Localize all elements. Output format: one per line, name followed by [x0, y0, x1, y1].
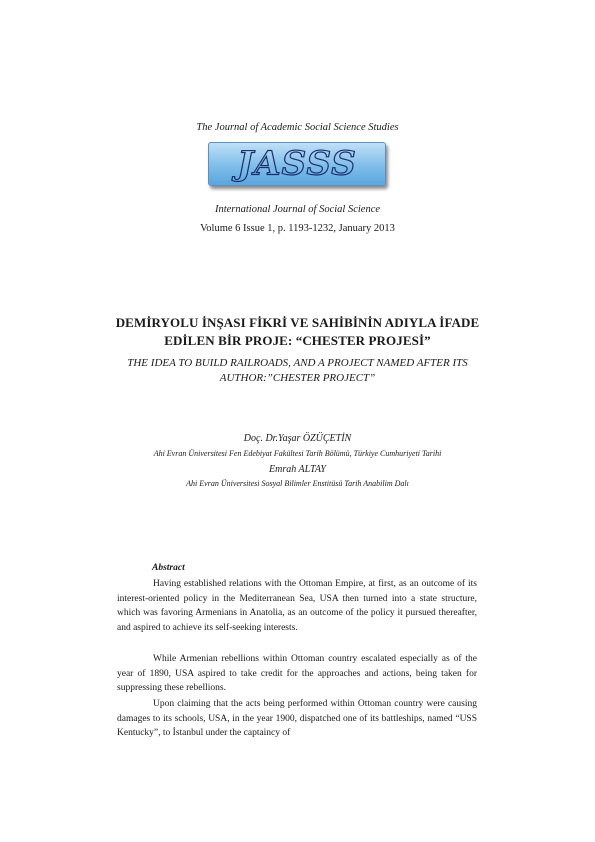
logo-badge [208, 142, 386, 186]
journal-name: The Journal of Academic Social Science Studies [196, 122, 399, 133]
title-en-line2: AUTHOR:”CHESTER PROJECT” [219, 372, 376, 384]
author-affiliation: Ahi Evran Üniversitesi Sosyal Bilimler Enstitüsü Tarih Anabilim Dalı [186, 479, 409, 488]
abstract-paragraph: While Armenian rebellions within Ottoman country escalated especially as of the year of 1890, USA aspired to take credit for the approaches and actions, being taken for suppressing these rebellions. [117, 654, 477, 693]
title-tr-line2: EDİLEN BİR PROJE: “CHESTER PROJESİ” [164, 333, 431, 348]
journal-subtitle: International Journal of Social Science [214, 204, 381, 215]
logo-text: JASSS [237, 145, 357, 183]
article-title-turkish [0, 314, 595, 350]
abstract-heading: Abstract [152, 563, 185, 573]
title-en-line1: THE IDEA TO BUILD RAILROADS, AND A PROJECT NAMED AFTER ITS [127, 357, 468, 369]
journal-logo [208, 142, 386, 186]
article-title-english [0, 356, 595, 386]
title-tr-line1: DEMİRYOLU İNŞASI FİKRİ VE SAHİBİNİN ADIYLA İFADE [115, 315, 480, 330]
volume-line: Volume 6 Issue 1, p. 1193-1232, January 2013 [200, 223, 395, 234]
abstract-paragraph: Upon claiming that the acts being performed within Ottoman country were causing damages to its schools, USA, in the year 1900, dispatched one of its battleships, named “USS Kentucky”, to İstanbul under the captaincy of [117, 699, 477, 738]
author-affiliation: Ahi Evran Üniversitesi Fen Edebiyat Fakültesi Tarih Bölümü, Türkiye Cumhuriyeti Tarihi [153, 449, 442, 458]
abstract-paragraph: Having established relations with the Ottoman Empire, at first, as an outcome of its interest-oriented policy in the Mediterranean Sea, USA then turned into a state structure, which was favoring Armenians in Anatolia, as an outcome of the policy it pursued thereafter, and aspired to achieve its self-seeking interests. [117, 579, 477, 633]
author-name: Emrah ALTAY [269, 464, 326, 475]
author-name: Doç. Dr.Yaşar ÖZÜÇETİN [243, 433, 352, 444]
